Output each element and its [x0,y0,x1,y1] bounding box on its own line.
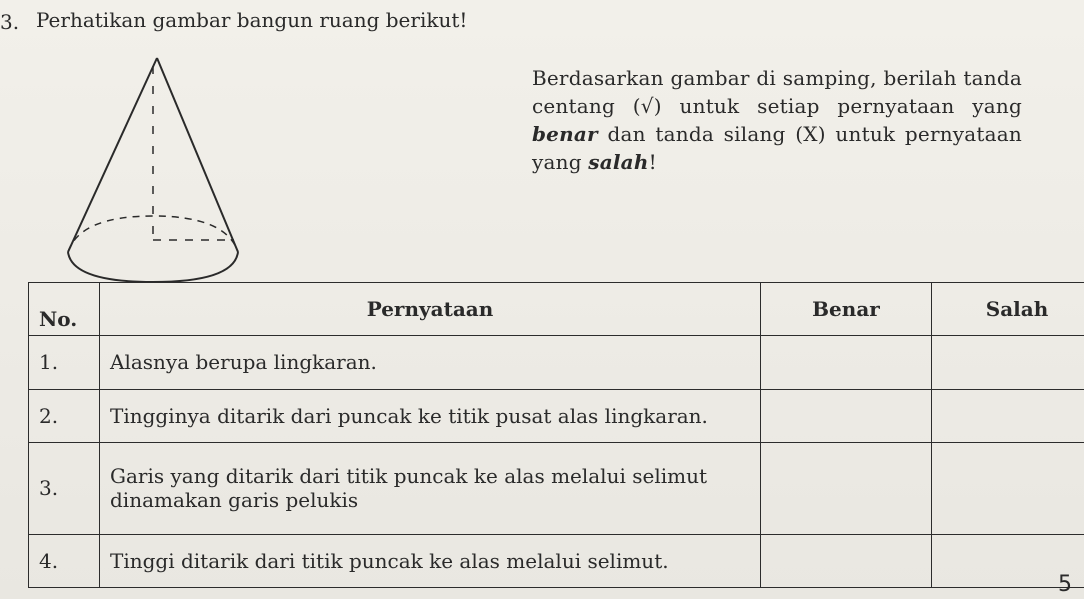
row-number: 4. [29,534,100,587]
table-row [29,534,1084,587]
page-number: 5 [1058,572,1072,597]
instruction-part-2: dan tanda silang (X) untuk pernyataan yang [532,122,1022,174]
benar-checkbox-cell[interactable] [761,336,932,389]
row-statement: Alasnya berupa lingkaran. [100,336,761,389]
benar-checkbox-cell[interactable] [761,442,932,534]
header-benar: Benar [761,283,932,336]
table-row [29,336,1084,389]
table-row [29,442,1084,534]
benar-checkbox-cell[interactable] [761,389,932,442]
table-header-row [29,283,1084,336]
header-statement: Pernyataan [100,283,761,336]
row-number: 1. [29,336,100,389]
row-statement: Tinggi ditarik dari titik puncak ke alas melalui selimut. [100,534,761,587]
row-number: 3. [29,442,100,534]
benar-checkbox-cell[interactable] [761,534,932,587]
row-number: 2. [29,389,100,442]
instruction-text [532,64,1022,176]
salah-checkbox-cell[interactable] [932,442,1084,534]
question-title: Perhatikan gambar bangun ruang berikut! [36,8,468,32]
statement-table-wrap [28,282,1084,594]
header-salah: Salah [932,283,1084,336]
salah-checkbox-cell[interactable] [932,389,1084,442]
table-row [29,389,1084,442]
statement-table [28,282,1084,588]
instruction-part-1: Berdasarkan gambar di samping, berilah tanda centang (√) untuk setiap pernyataan yang [532,66,1022,118]
instruction-salah: salah [588,150,649,174]
row-statement: Garis yang ditarik dari titik puncak ke alas melalui selimut dinamakan garis pelukis [100,442,761,534]
header-no: No. [29,283,100,336]
instruction-part-3: ! [648,150,657,174]
row-statement: Tingginya ditarik dari puncak ke titik pusat alas lingkaran. [100,389,761,442]
instruction-benar: benar [532,122,598,146]
cone-icon [58,56,248,286]
question-number: 3. [0,10,20,34]
salah-checkbox-cell[interactable] [932,336,1084,389]
